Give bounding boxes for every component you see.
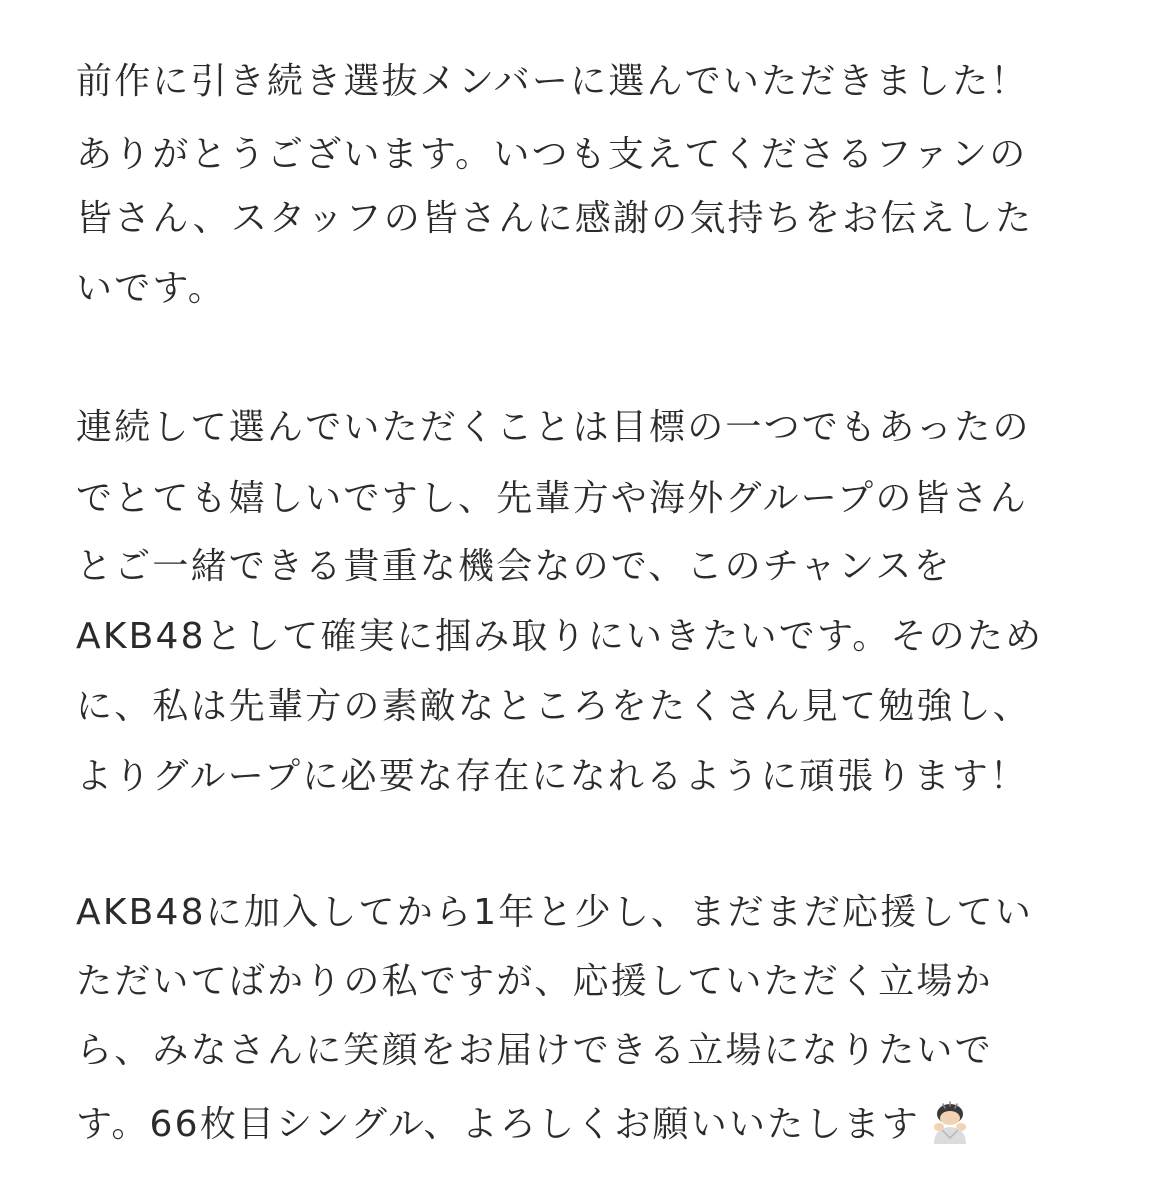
paragraph-1-line-3: 皆さん、スタッフの皆さんに感謝の気持ちをお伝えした (76, 198, 1034, 239)
person-bowing-icon (928, 1100, 972, 1154)
paragraph-2-line-2: でとても嬉しいですし、先輩方や海外グループの皆さん (76, 478, 1029, 519)
paragraph-3-line-3: ら、みなさんに笑顔をお届けできる立場になりたいで (76, 1030, 993, 1071)
paragraph-2-line-4: AKB48として確実に掴み取りにいきたいです。そのため (76, 616, 1044, 657)
paragraph-3-line-4 (76, 1100, 972, 1154)
paragraph-2-line-3: とご一緒できる貴重な機会なので、このチャンスを (76, 546, 952, 587)
paragraph-3-line-4-text: す。66枚目シングル、よろしくお願いいたします (76, 1104, 920, 1145)
paragraph-3-line-2: ただいてばかりの私ですが、応援していただく立場か (76, 961, 993, 1002)
paragraph-3-line-1: AKB48に加入してから1年と少し、まだまだ応援してい (76, 892, 1034, 933)
paragraph-2-line-1: 連続して選んでいただくことは目標の一つでもあったの (76, 407, 1031, 448)
paragraph-2-line-5: に、私は先輩方の素敵なところをたくさん見て勉強し、 (76, 686, 1032, 727)
paragraph-1-line-1: 前作に引き続き選抜メンバーに選んでいただきました！ (76, 61, 1029, 102)
paragraph-2-line-6: よりグループに必要な存在になれるように頑張ります！ (76, 756, 1029, 797)
paragraph-1-line-2: ありがとうございます。いつも支えてくださるファンの (76, 134, 1028, 175)
paragraph-1-line-4: いです。 (76, 268, 226, 309)
